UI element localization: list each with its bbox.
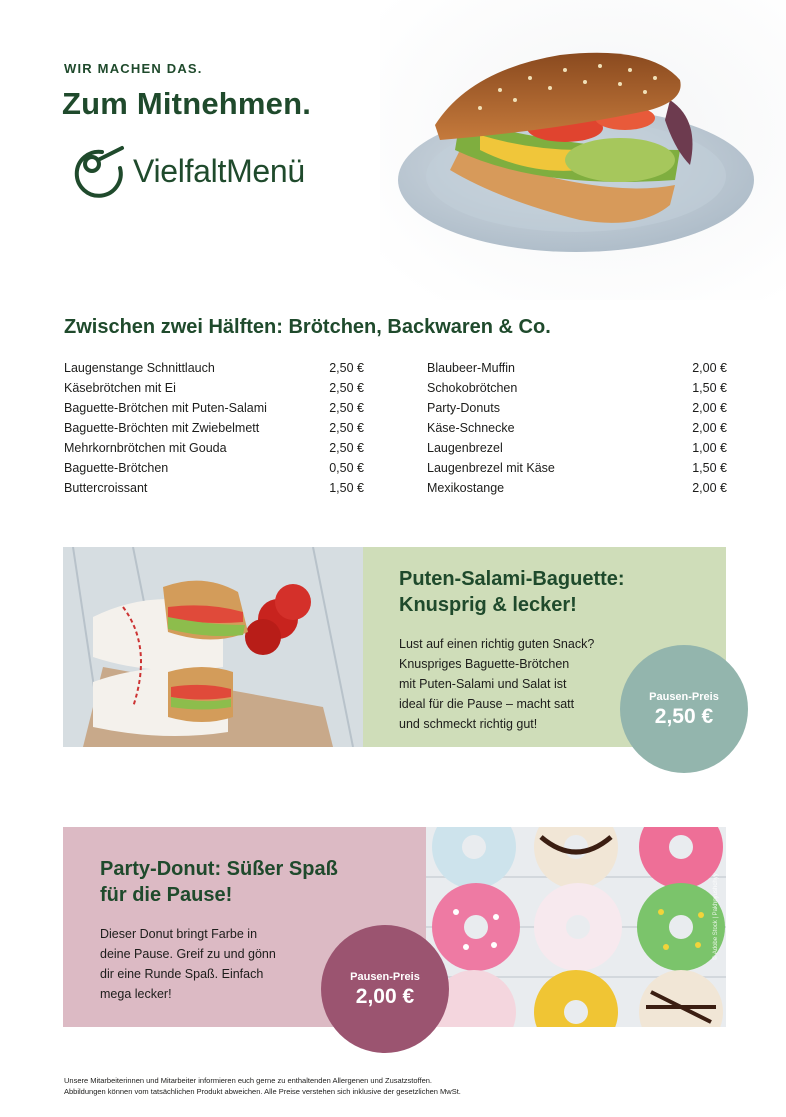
promo-body-line: und schmeckt richtig gut! bbox=[399, 717, 538, 731]
menu-item-price: 2,00 € bbox=[692, 421, 727, 435]
menu-item bbox=[427, 418, 727, 438]
baguette-image bbox=[63, 547, 363, 747]
menu-item bbox=[427, 438, 727, 458]
promo-title-donut bbox=[100, 856, 338, 908]
menu-item-name: Käsebrötchen mit Ei bbox=[64, 381, 176, 395]
menu-item-name: Baguette-Bröchten mit Zwiebelmett bbox=[64, 421, 260, 435]
promo-body-line: Knuspriges Baguette-Brötchen bbox=[399, 657, 570, 671]
menu-item-price: 2,50 € bbox=[329, 421, 364, 435]
menu-item bbox=[64, 378, 364, 398]
promo-title-line: für die Pause! bbox=[100, 884, 233, 906]
menu-item bbox=[64, 418, 364, 438]
promo-body-line: deine Pause. Greif zu und gönn bbox=[100, 947, 276, 961]
menu-item bbox=[427, 478, 727, 498]
menu-item bbox=[64, 438, 364, 458]
menu-item bbox=[427, 358, 727, 378]
menu-item-price: 2,50 € bbox=[329, 361, 364, 375]
price-badge-label: Pausen-Preis bbox=[350, 971, 420, 983]
menu-item-name: Baguette-Brötchen mit Puten-Salami bbox=[64, 401, 267, 415]
menu-item bbox=[427, 378, 727, 398]
promo-body-baguette bbox=[399, 634, 594, 734]
promo-title-baguette bbox=[399, 566, 625, 618]
menu-item-price: 1,50 € bbox=[329, 481, 364, 495]
menu-item bbox=[64, 358, 364, 378]
menu-item-name: Laugenbrezel mit Käse bbox=[427, 461, 555, 475]
section-title: Zwischen zwei Hälften: Brötchen, Backwaren & Co. bbox=[64, 316, 551, 338]
tagline: WIR MACHEN DAS. bbox=[64, 61, 203, 76]
price-badge-label: Pausen-Preis bbox=[649, 691, 719, 703]
menu-item-name: Blaubeer-Muffin bbox=[427, 361, 516, 375]
image-credit: © Adobe Stock | Pakhnyushchyy bbox=[713, 873, 719, 960]
price-badge-donut bbox=[321, 925, 449, 1053]
menu-item bbox=[427, 458, 727, 478]
promo-body-line: mega lecker! bbox=[100, 987, 172, 1001]
menu-item-name: Baguette-Brötchen bbox=[64, 461, 169, 475]
menu-item-price: 0,50 € bbox=[329, 461, 364, 475]
menu-item bbox=[427, 398, 727, 418]
menu-item-name: Party-Donuts bbox=[427, 401, 500, 415]
hero-sandwich-image bbox=[380, 0, 786, 300]
menu-item-name: Mexikostange bbox=[427, 481, 505, 495]
donuts-image bbox=[426, 827, 726, 1027]
promo-body-line: Dieser Donut bringt Farbe in bbox=[100, 927, 258, 941]
promo-body-line: mit Puten-Salami und Salat ist bbox=[399, 677, 567, 691]
page-title: Zum Mitnehmen. bbox=[62, 86, 312, 121]
promo-title-line: Knusprig & lecker! bbox=[399, 594, 577, 616]
menu-item-price: 2,50 € bbox=[329, 401, 364, 415]
menu-list-left bbox=[64, 358, 364, 498]
menu-item-name: Laugenstange Schnittlauch bbox=[64, 361, 215, 375]
price-badge-baguette bbox=[620, 645, 748, 773]
footer-note bbox=[64, 1075, 461, 1097]
menu-item-price: 2,00 € bbox=[692, 401, 727, 415]
promo-title-line: Puten-Salami-Baguette: bbox=[399, 568, 625, 590]
menu-item-price: 2,50 € bbox=[329, 381, 364, 395]
menu-item-price: 1,50 € bbox=[692, 381, 727, 395]
menu-item bbox=[64, 478, 364, 498]
promo-body-line: ideal für die Pause – macht satt bbox=[399, 697, 575, 711]
price-badge-amount: 2,50 € bbox=[654, 705, 714, 728]
menu-item-name: Mehrkornbrötchen mit Gouda bbox=[64, 441, 227, 455]
menu-item-name: Käse-Schnecke bbox=[427, 421, 515, 435]
menu-item bbox=[64, 458, 364, 478]
menu-list-right bbox=[427, 358, 727, 498]
menu-item-price: 1,50 € bbox=[692, 461, 727, 475]
promo-body-donut bbox=[100, 924, 276, 1004]
logo-text: VielfaltMenü bbox=[133, 153, 305, 189]
menu-item-name: Buttercroissant bbox=[64, 481, 148, 495]
promo-title-line: Party-Donut: Süßer Spaß bbox=[100, 858, 338, 880]
price-badge-amount: 2,00 € bbox=[355, 985, 415, 1008]
footer-line: Unsere Mitarbeiterinnen und Mitarbeiter informieren euch gerne zu enthaltenden Allergenen und Zusatzstoffen. bbox=[64, 1076, 433, 1085]
menu-item-price: 2,00 € bbox=[692, 481, 727, 495]
menu-item-price: 2,50 € bbox=[329, 441, 364, 455]
menu-item bbox=[64, 398, 364, 418]
menu-item-name: Schokobrötchen bbox=[427, 381, 518, 395]
promo-body-line: dir eine Runde Spaß. Einfach bbox=[100, 967, 264, 981]
menu-item-name: Laugenbrezel bbox=[427, 441, 503, 455]
promo-body-line: Lust auf einen richtig guten Snack? bbox=[399, 637, 595, 651]
footer-line: Abbildungen können vom tatsächlichen Produkt abweichen. Alle Preise verstehen sich inklusive der gesetzlichen MwSt. bbox=[64, 1087, 461, 1096]
menu-item-price: 2,00 € bbox=[692, 361, 727, 375]
menu-item-price: 1,00 € bbox=[692, 441, 727, 455]
